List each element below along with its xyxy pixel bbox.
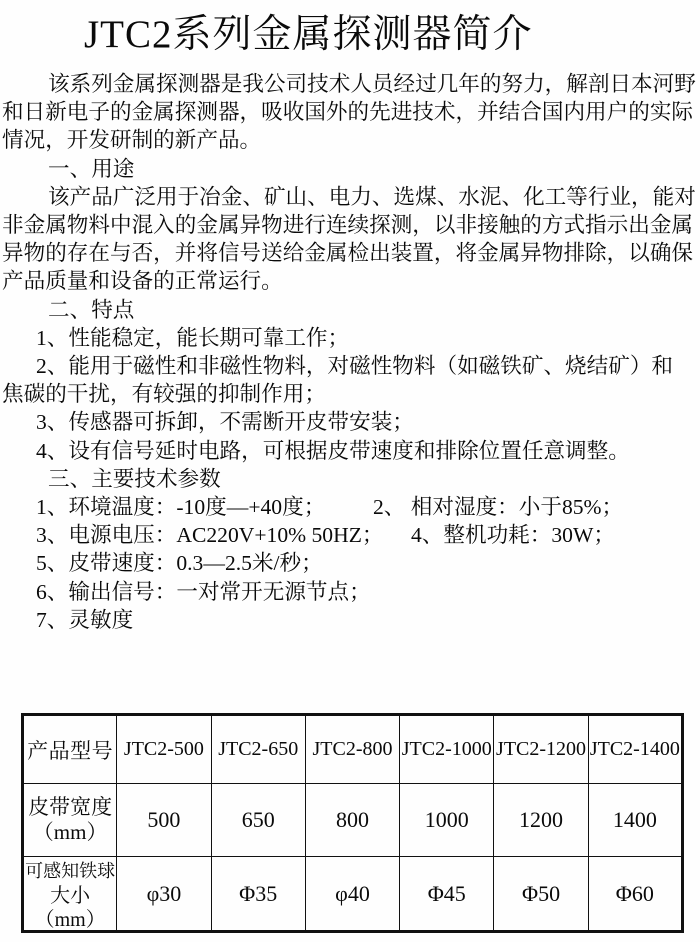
intro-line: 和日新电子的金属探测器，吸收国外的先进技术，并结合国内用户的实际 xyxy=(2,100,694,125)
table-cell-ball-size: φ30 xyxy=(117,857,211,932)
table-cell-belt-width: 1200 xyxy=(494,784,588,857)
ball-size-label-line3: （mm） xyxy=(34,909,106,930)
table-cell-belt-width: 500 xyxy=(117,784,211,857)
spec-item-voltage: 3、电源电压：AC220V+10% 50HZ； xyxy=(36,523,384,548)
table-cell-model: JTC2-500 xyxy=(117,715,211,784)
spec-item-power: 4、整机功耗：30W； xyxy=(411,523,615,548)
feature-item: 3、传感器可拆卸，不需断开皮带安装； xyxy=(36,410,414,435)
usage-line: 该产品广泛用于冶金、矿山、电力、选煤、水泥、化工等行业，能对 xyxy=(48,184,696,209)
table-header-belt-width xyxy=(23,784,117,857)
section-heading-specs: 三、主要技术参数 xyxy=(48,466,221,491)
table-cell-ball-size: Φ35 xyxy=(211,857,305,932)
ball-size-label xyxy=(24,857,116,930)
section-heading-features: 二、特点 xyxy=(48,297,135,322)
table-cell-ball-size: φ40 xyxy=(305,857,399,932)
table-row-ball-size xyxy=(23,857,683,932)
feature-item: 1、性能稳定，能长期可靠工作； xyxy=(36,325,350,350)
table-cell-model: JTC2-1000 xyxy=(400,715,494,784)
ball-size-label-line1: 可感知铁球 xyxy=(25,861,116,881)
feature-item: 4、设有信号延时电路，可根据皮带速度和排除位置任意调整。 xyxy=(36,438,630,463)
table-row-models xyxy=(23,715,683,784)
table-cell-model: JTC2-1200 xyxy=(494,715,588,784)
spec-table xyxy=(21,713,684,933)
table-header-ball-size xyxy=(23,857,117,932)
table-cell-belt-width: 1400 xyxy=(588,784,682,857)
usage-line: 非金属物料中混入的金属异物进行连续探测，以非接触的方式指示出金属 xyxy=(2,213,694,238)
table-row-belt-width xyxy=(23,784,683,857)
section-heading-usage: 一、用途 xyxy=(48,156,135,181)
intro-line: 该系列金属探测器是我公司技术人员经过几年的努力，解剖日本河野 xyxy=(48,72,696,96)
table-cell-model: JTC2-1400 xyxy=(588,715,682,784)
ball-size-label-line2: 大小 xyxy=(50,884,91,907)
usage-line: 产品质量和设备的正常运行。 xyxy=(2,269,283,294)
belt-width-label-line1: 皮带宽度 xyxy=(28,795,113,819)
feature-item: 2、能用于磁性和非磁性物料，对磁性物料（如磁铁矿、烧结矿）和 xyxy=(36,354,674,379)
document-body xyxy=(2,70,699,634)
table-cell-belt-width: 1000 xyxy=(400,784,494,857)
table-cell-ball-size: Φ50 xyxy=(494,857,588,932)
spec-item-temperature: 1、环境温度：-10度—+40度； xyxy=(36,495,326,520)
spec-item-sensitivity: 7、灵敏度 xyxy=(36,607,134,632)
spec-item-output-signal: 6、输出信号：一对常开无源节点； xyxy=(36,579,371,604)
table-cell-ball-size: Φ60 xyxy=(588,857,682,932)
table-cell-model: JTC2-650 xyxy=(211,715,305,784)
table-cell-belt-width: 650 xyxy=(211,784,305,857)
table-cell-belt-width: 800 xyxy=(305,784,399,857)
intro-line: 情况，开发研制的新产品。 xyxy=(2,128,262,153)
spec-item-humidity: 2、 相对湿度：小于85%； xyxy=(373,495,624,520)
table-cell-model: JTC2-800 xyxy=(305,715,399,784)
spec-item-belt-speed: 5、皮带速度：0.3—2.5米/秒； xyxy=(36,551,323,576)
table-cell-ball-size: Φ45 xyxy=(400,857,494,932)
spec-item-row xyxy=(2,493,699,521)
feature-item-continuation: 焦碳的干扰，有较强的抑制作用； xyxy=(2,382,326,407)
usage-line: 异物的存在与否，并将信号送给金属检出装置，将金属异物排除，以确保 xyxy=(2,241,694,266)
page-title: JTC2系列金属探测器简介 xyxy=(84,13,533,56)
belt-width-label-line2: （mm） xyxy=(32,820,108,844)
table-header-product-model: 产品型号 xyxy=(23,715,117,784)
spec-item-row xyxy=(2,521,699,549)
